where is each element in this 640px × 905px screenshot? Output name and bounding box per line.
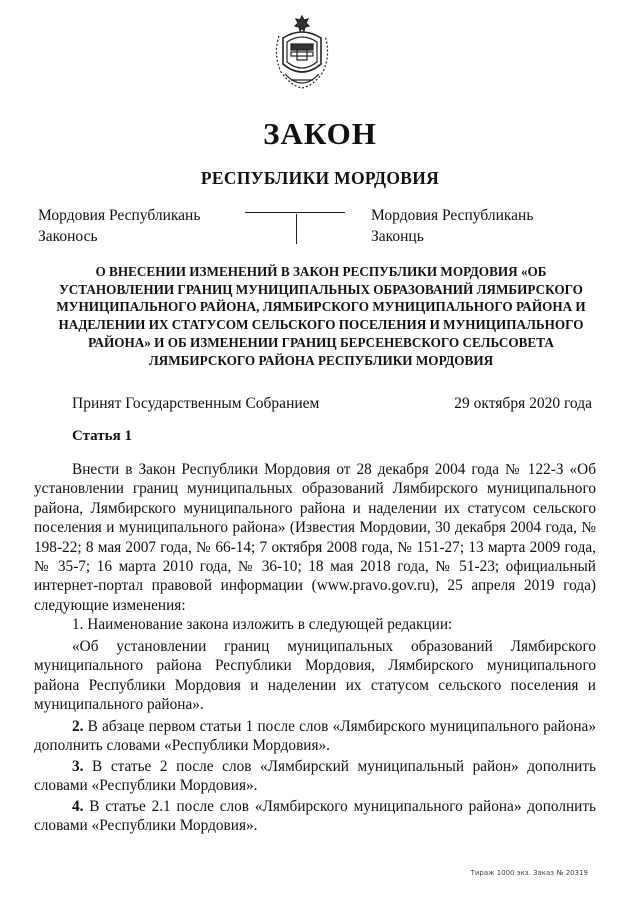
item-3-text: В статье 2 после слов «Лямбирский муниципальный район» дополнить словами «Республики Мордовия».: [34, 758, 596, 795]
signature-divider-vertical: [296, 214, 297, 244]
item-2-text: В абзаце первом статьи 1 после слов «Лямбирского муниципального района» дополнить словами «Республики Мордовия».: [34, 718, 596, 755]
print-run-footer: Тираж 1000 экз. Заказ № 20319: [470, 869, 588, 877]
amendment-item-1-quote: [34, 637, 596, 715]
amendment-item-3: [34, 757, 596, 796]
article-intro: [34, 460, 596, 615]
item-2-number: 2.: [72, 718, 84, 735]
law-heading: О ВНЕСЕНИИ ИЗМЕНЕНИЙ В ЗАКОН РЕСПУБЛИКИ МОРДОВИЯ «ОБ УСТАНОВЛЕНИИ ГРАНИЦ МУНИЦИПАЛЬНЫХ ОБРАЗОВАНИЙ ЛЯМБИРСКОГО МУНИЦИПАЛЬНОГО РАЙОНА, ЛЯМБИРСКОГО МУНИЦИПАЛЬНОГО РАЙОНА И НАДЕЛЕНИИ ИХ СТАТУСОМ СЕЛЬСКОГО ПОСЕЛЕНИЯ И МУНИЦИПАЛЬНОГО РАЙОНА» И ОБ ИЗМЕНЕНИИ ГРАНИЦ БЕРСЕНЕВСКОГО СЕЛЬСОВЕТА ЛЯМБИРСКОГО РАЙОНА РЕСПУБЛИКИ МОРДОВИЯ: [56, 264, 586, 368]
adopted-label: Принят Государственным Собранием: [72, 395, 320, 412]
adopted-date: 29 октября 2020 года: [454, 395, 592, 412]
intro-paragraph: Внести в Закон Республики Мордовия от 28 декабря 2004 года № 122-З «Об установлении границ муниципальных образований Лямбирского муниципального района, Лямбирского муниципального района и наделении их статусом сельского поселения и муниципального района» (Известия Мордовии, 30 декабря 2004 года, № 198-22; 8 мая 2007 года, № 66-14; 7 октября 2008 года, № 151-27; 13 марта 2009 года, № 35-7; 16 марта 2010 года, № 36-10; 18 мая 2018 года, № 51-23; официальный интернет-портал правовой информации (www.pravo.gov.ru), 25 апреля 2019 года) следующие изменения:: [34, 461, 596, 614]
document-title: ЗАКОН: [263, 116, 377, 151]
item-3-number: 3.: [72, 758, 84, 775]
item-1-number: 1.: [72, 616, 84, 633]
item-4-text: В статье 2.1 после слов «Лямбирского муниципального района» дополнить словами «Республики Мордовия».: [34, 798, 596, 835]
signature-left-line-1: Мордовия Республикань: [38, 207, 201, 224]
signature-left-line-2: Законось: [38, 228, 98, 245]
signature-divider-horizontal: [245, 212, 345, 213]
signature-right-line-1: Мордовия Республикань: [371, 207, 534, 224]
item-1-text: Наименование закона изложить в следующей редакции:: [83, 616, 453, 633]
signature-right-line-2: Законць: [371, 228, 424, 245]
coat-of-arms-emblem: [271, 14, 333, 96]
amendment-item-1: [34, 615, 596, 634]
amendment-item-2: [34, 717, 596, 756]
signature-block-right: [371, 205, 533, 247]
article-heading: Статья 1: [72, 428, 132, 444]
document-subtitle: РЕСПУБЛИКИ МОРДОВИЯ: [200, 168, 440, 188]
amendment-item-4: [34, 797, 596, 836]
item-4-number: 4.: [72, 798, 84, 815]
signature-block-left: [38, 205, 200, 247]
item-1-quote-text: «Об установлении границ муниципальных образований Лямбирского муниципального района Республики Мордовия, Лямбирского муниципального района Республики Мордовия и наделении их статусом сельского поселения и муниципального района».: [34, 638, 596, 714]
